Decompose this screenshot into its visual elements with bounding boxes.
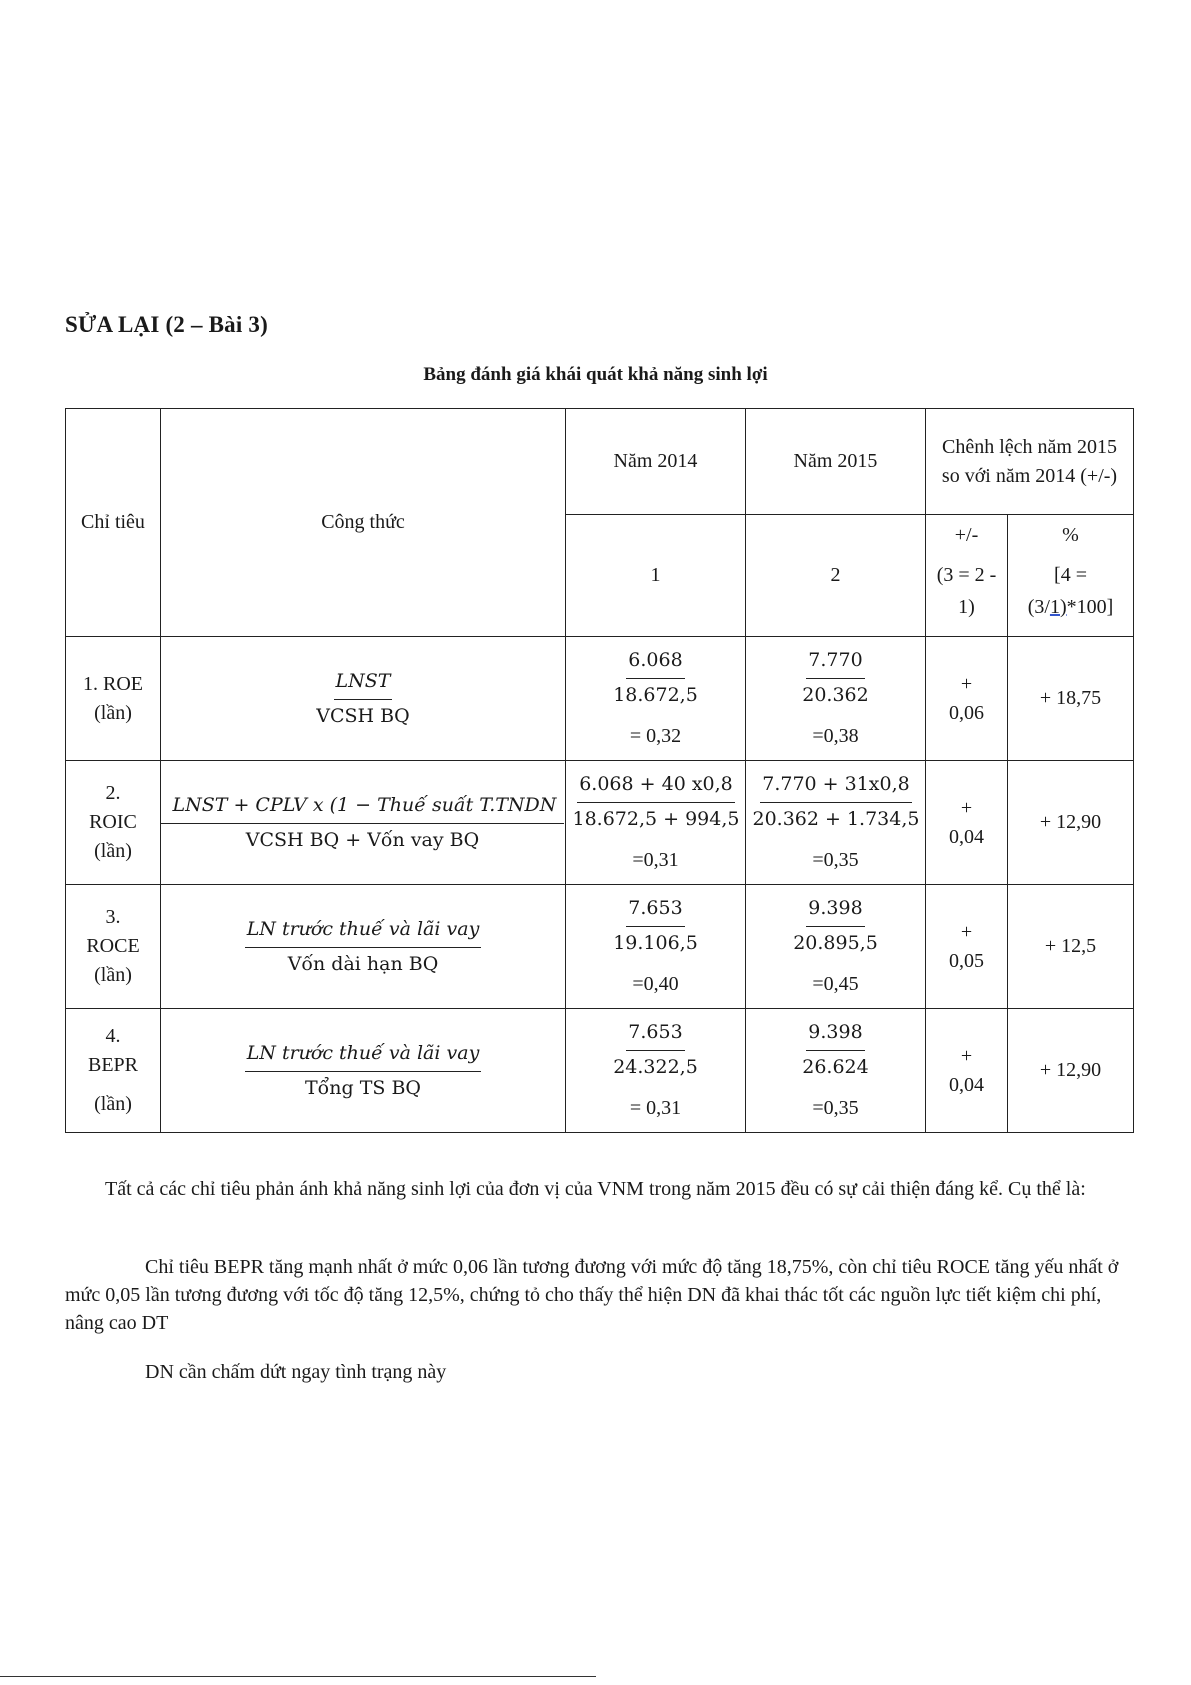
value-denominator: 26.624 bbox=[802, 1056, 869, 1078]
row-difference bbox=[926, 637, 1008, 761]
table-title: Bảng đánh giá khái quát khả năng sinh lợi bbox=[423, 364, 768, 385]
paragraph-conclusion: DN cần chấm dứt ngay tình trạng này bbox=[145, 1361, 447, 1383]
table-header-row bbox=[66, 409, 1134, 515]
row-2015 bbox=[746, 761, 926, 885]
formula-denominator: Vốn dài hạn BQ bbox=[287, 952, 439, 975]
row-formula bbox=[161, 1009, 566, 1133]
header-percent-bottom bbox=[1010, 559, 1131, 623]
value-result: =0,35 bbox=[812, 848, 859, 871]
indicator-number: 4. bbox=[105, 1025, 121, 1047]
value-numerator: 9.398 bbox=[806, 895, 864, 927]
header-absolute-top: +/- bbox=[954, 524, 979, 546]
difference-value: 0,05 bbox=[949, 949, 984, 972]
table-row bbox=[66, 761, 1134, 885]
page-heading: SỬA LẠI (2 – Bài 3) bbox=[65, 312, 268, 337]
percent-formula-c: *100] bbox=[1066, 596, 1114, 618]
value-denominator: 18.672,5 + 994,5 bbox=[572, 808, 740, 830]
percent-formula-link[interactable]: 1) bbox=[1049, 596, 1067, 618]
footer-divider bbox=[0, 1676, 596, 1677]
row-indicator bbox=[66, 1009, 161, 1133]
paragraph-summary: Tất cả các chỉ tiêu phản ánh khả năng sinh lợi của đơn vị của VNM trong năm 2015 đều có sự cải thiện đáng kể. Cụ thể là: bbox=[105, 1178, 1086, 1200]
indicator-unit: (lần) bbox=[94, 840, 132, 862]
row-2014 bbox=[566, 1009, 746, 1133]
value-numerator: 6.068 + 40 x0,8 bbox=[577, 771, 735, 803]
formula-denominator: VCSH BQ + Vốn vay BQ bbox=[245, 828, 480, 851]
value-numerator: 7.770 bbox=[806, 647, 864, 679]
indicator-unit: (lần) bbox=[94, 1093, 132, 1115]
difference-sign: + bbox=[960, 796, 973, 819]
indicator-name: ROCE bbox=[86, 935, 140, 957]
indicator-name: ROIC bbox=[89, 811, 137, 833]
header-year-2014: Năm 2014 bbox=[566, 409, 746, 515]
value-result: =0,38 bbox=[812, 724, 859, 747]
formula-numerator: LNST + CPLV x (1 − Thuế suất T.TNDN bbox=[161, 792, 564, 824]
row-2014 bbox=[566, 761, 746, 885]
table-row bbox=[66, 885, 1134, 1009]
table-row bbox=[66, 1009, 1134, 1133]
row-2014 bbox=[566, 885, 746, 1009]
value-result: =0,31 bbox=[632, 848, 679, 871]
value-numerator: 7.653 bbox=[626, 895, 684, 927]
row-difference bbox=[926, 885, 1008, 1009]
row-percent: + 18,75 bbox=[1008, 637, 1134, 761]
difference-sign: + bbox=[960, 920, 973, 943]
difference-sign: + bbox=[960, 1044, 973, 1067]
difference-value: 0,06 bbox=[949, 701, 984, 724]
percent-formula-a: [4 = (3/ bbox=[1027, 564, 1087, 618]
value-result: = 0,32 bbox=[629, 724, 682, 747]
indicator-number: 3. bbox=[105, 906, 121, 928]
formula-numerator: LN trước thuế và lãi vay bbox=[245, 916, 482, 948]
value-result: =0,35 bbox=[812, 1096, 859, 1119]
paragraph-analysis: Chỉ tiêu BEPR tăng mạnh nhất ở mức 0,06 lần tương đương với mức độ tăng 18,75%, còn chỉ tiêu ROCE tăng yếu nhất ở mức 0,05 lần tương đương với tốc độ tăng 12,5%, chứng tỏ cho thấy thể hiện DN đã khai thác tốt các nguồn lực tiết kiệm chi phí, nâng cao DT bbox=[65, 1256, 1119, 1334]
value-numerator: 6.068 bbox=[626, 647, 684, 679]
row-percent: + 12,90 bbox=[1008, 1009, 1134, 1133]
row-2015 bbox=[746, 1009, 926, 1133]
difference-sign: + bbox=[960, 672, 973, 695]
row-indicator bbox=[66, 885, 161, 1009]
value-denominator: 20.362 + 1.734,5 bbox=[752, 808, 920, 830]
header-absolute bbox=[926, 515, 1008, 637]
indicator-number: 2. bbox=[105, 782, 121, 804]
value-result: =0,45 bbox=[812, 972, 859, 995]
value-result: = 0,31 bbox=[629, 1096, 682, 1119]
value-denominator: 20.895,5 bbox=[793, 932, 878, 954]
header-percent bbox=[1008, 515, 1134, 637]
profitability-table bbox=[65, 408, 1134, 1133]
table-row bbox=[66, 637, 1134, 761]
indicator-name: BEPR bbox=[87, 1054, 139, 1076]
value-numerator: 9.398 bbox=[806, 1019, 864, 1051]
header-col-1: 1 bbox=[566, 515, 746, 637]
indicator-name: 1. ROE bbox=[83, 672, 143, 695]
value-denominator: 20.362 bbox=[802, 684, 869, 706]
formula-denominator: VCSH BQ bbox=[316, 704, 410, 727]
value-numerator: 7.770 + 31x0,8 bbox=[760, 771, 912, 803]
value-numerator: 7.653 bbox=[626, 1019, 684, 1051]
difference-value: 0,04 bbox=[949, 825, 984, 848]
header-col-2: 2 bbox=[746, 515, 926, 637]
row-2015 bbox=[746, 637, 926, 761]
header-difference: Chênh lệch năm 2015 so với năm 2014 (+/-) bbox=[926, 409, 1134, 515]
formula-numerator: LN trước thuế và lãi vay bbox=[245, 1040, 482, 1072]
indicator-unit: (lần) bbox=[94, 964, 132, 986]
header-year-2015: Năm 2015 bbox=[746, 409, 926, 515]
row-percent: + 12,90 bbox=[1008, 761, 1134, 885]
header-indicator: Chỉ tiêu bbox=[66, 409, 161, 637]
difference-value: 0,04 bbox=[949, 1073, 984, 1096]
row-2014 bbox=[566, 637, 746, 761]
row-2015 bbox=[746, 885, 926, 1009]
value-result: =0,40 bbox=[632, 972, 679, 995]
row-formula bbox=[161, 637, 566, 761]
header-absolute-bottom: (3 = 2 - 1) bbox=[936, 564, 997, 618]
formula-denominator: Tổng TS BQ bbox=[304, 1076, 421, 1099]
row-formula bbox=[161, 885, 566, 1009]
value-denominator: 24.322,5 bbox=[613, 1056, 698, 1078]
row-indicator bbox=[66, 637, 161, 761]
row-difference bbox=[926, 761, 1008, 885]
row-difference bbox=[926, 1009, 1008, 1133]
indicator-unit: (lần) bbox=[94, 701, 132, 724]
row-percent: + 12,5 bbox=[1008, 885, 1134, 1009]
header-percent-top: % bbox=[1062, 524, 1079, 546]
formula-numerator: LNST bbox=[334, 668, 393, 700]
header-formula: Công thức bbox=[161, 409, 566, 637]
row-indicator bbox=[66, 761, 161, 885]
row-formula bbox=[161, 761, 566, 885]
value-denominator: 19.106,5 bbox=[613, 932, 698, 954]
value-denominator: 18.672,5 bbox=[613, 684, 698, 706]
